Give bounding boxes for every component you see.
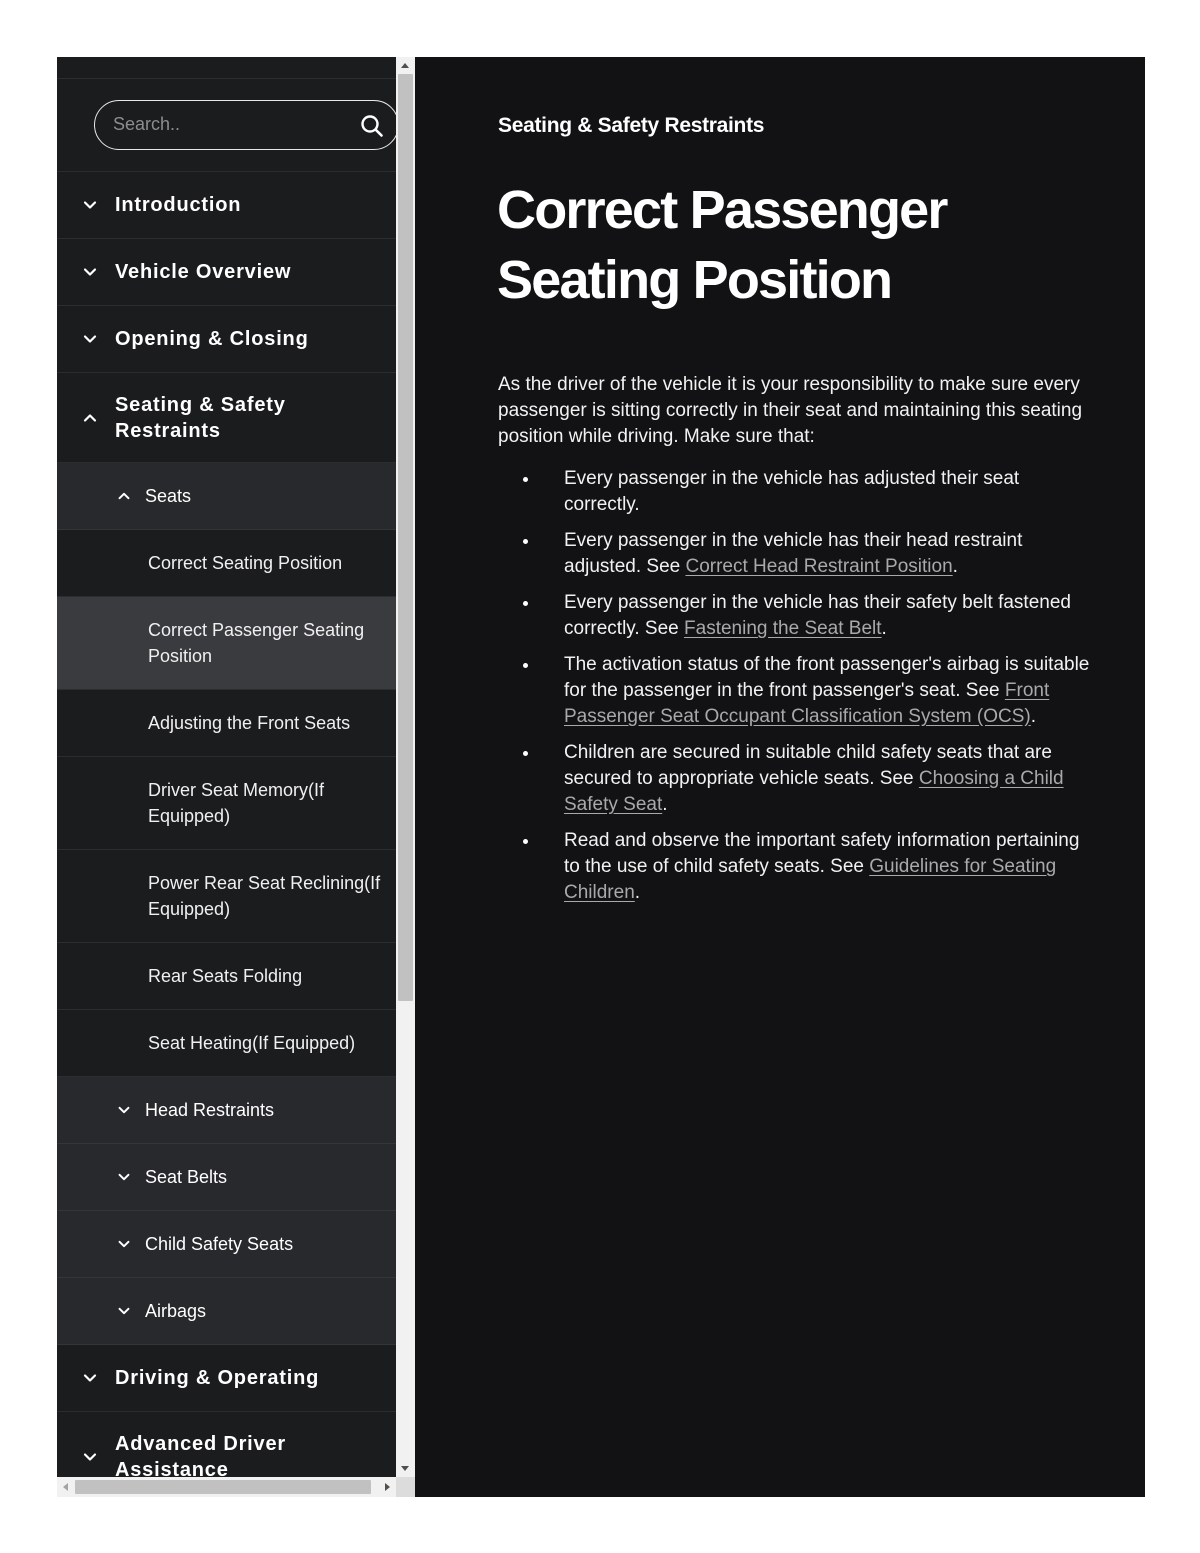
sidebar-page-label: Correct Passenger Seating Position [148,620,365,666]
bullet-icon [523,601,528,606]
list-item-text: The activation status of the front passenger's airbag is suitable for the passenger in the front passenger's seat. See [564,654,1090,701]
list-item [498,590,1098,642]
sidebar-page-label: Driver Seat Memory(If Equipped) [148,780,325,826]
link-front-passenger-ocs[interactable]: Front Passenger Seat Occupant Classification System (OCS) [564,680,1050,727]
main-content [415,57,1145,1497]
scrollbar-corner [396,1477,415,1497]
sidebar-page-label: Correct Seating Position [148,553,343,573]
intro-paragraph: As the driver of the vehicle it is your responsibility to make sure every passenger is sitting correctly in their seat and maintaining this seating position while driving. Make sure that: [498,374,1083,447]
scroll-down-arrow-icon[interactable] [401,1466,409,1471]
sidebar [57,57,396,1477]
chevron-down-icon [81,330,99,348]
sidebar-group-label: Child Safety Seats [145,1233,294,1254]
sidebar-group-label: Seats [145,485,192,506]
sidebar-section-advanced-driver-assistance[interactable] [57,1412,396,1477]
bullet-icon [523,539,528,544]
sidebar-section-vehicle-overview[interactable] [57,239,396,306]
list-item-text: Every passenger in the vehicle has adjusted their seat correctly. [564,468,1020,515]
chevron-down-icon [81,1448,99,1466]
chevron-up-icon [81,409,99,427]
chevron-down-icon [116,1102,132,1118]
sidebar-section-introduction[interactable] [57,172,396,239]
sidebar-page-label: Rear Seats Folding [148,966,303,986]
sidebar-page-correct-seating-position[interactable] [57,530,396,597]
list-item [498,466,1098,518]
sidebar-group-head-restraints[interactable] [57,1077,396,1144]
sidebar-group-label: Airbags [145,1300,207,1321]
chevron-down-icon [81,263,99,281]
list-item-end: . [952,556,958,577]
list-item-text: Children are secured in suitable child safety seats that are secured to appropriate vehicle seats. See [564,742,1052,789]
list-item-end: . [634,882,641,903]
sidebar-page-rear-seats-folding[interactable] [57,943,396,1010]
list-item [498,528,1098,580]
sidebar-section-opening-closing[interactable] [57,306,396,373]
list-item-text: Every passenger in the vehicle has their head restraint adjusted. See [564,530,1023,577]
sidebar-page-label: Power Rear Seat Reclining(If Equipped) [148,873,381,919]
chevron-down-icon [116,1169,132,1185]
link-guidelines-seating-children[interactable]: Guidelines for Seating Children [564,856,1057,903]
sidebar-section-label: Advanced Driver Assistance [115,1432,286,1477]
list-item-end: . [881,618,887,639]
bullet-icon [523,751,528,756]
sidebar-section-label: Vehicle Overview [115,261,292,283]
sidebar-group-label: Head Restraints [145,1099,275,1120]
scroll-up-arrow-icon[interactable] [401,63,409,68]
sidebar-page-seat-heating[interactable] [57,1010,396,1077]
sidebar-group-airbags[interactable] [57,1278,396,1345]
sidebar-page-adjusting-front-seats[interactable] [57,690,396,757]
scrollbar-thumb[interactable] [75,1480,371,1494]
sidebar-section-label: Seating & Safety Restraints [115,393,286,442]
search-input[interactable] [113,101,353,148]
sidebar-page-label: Seat Heating(If Equipped) [148,1033,356,1053]
link-choosing-child-safety-seat[interactable]: Choosing a Child Safety Seat [564,768,1064,815]
list-item [498,828,1098,906]
link-fastening-the-seat-belt[interactable]: Fastening the Seat Belt [684,618,882,639]
scrollbar-thumb[interactable] [398,74,413,1001]
sidebar-group-child-safety-seats[interactable] [57,1211,396,1278]
list-item [498,740,1098,818]
sidebar-section-label: Opening & Closing [115,328,309,350]
sidebar-section-label: Driving & Operating [115,1367,320,1389]
sidebar-top-strip [57,57,396,79]
list-item-text: Read and observe the important safety information pertaining to the use of child safety seats. See [564,830,1080,877]
sidebar-page-label: Adjusting the Front Seats [148,713,351,733]
list-item [498,652,1098,730]
sidebar-section-driving-operating[interactable] [57,1345,396,1412]
search-icon[interactable] [360,114,384,138]
bullet-list [498,466,1098,916]
bullet-icon [523,477,528,482]
list-item-end: . [662,794,668,815]
scroll-left-arrow-icon[interactable] [63,1483,68,1491]
sidebar-group-seat-belts[interactable] [57,1144,396,1211]
sidebar-group-label: Seat Belts [145,1166,228,1187]
bullet-icon [523,663,528,668]
sidebar-group-seats[interactable] [57,463,396,530]
sidebar-section-label: Introduction [115,194,242,216]
sidebar-section-seating-safety[interactable] [57,373,396,463]
scroll-right-arrow-icon[interactable] [385,1483,390,1491]
page-title: Correct Passenger Seating Position [497,180,947,310]
sidebar-page-correct-passenger-seating-position[interactable] [57,597,396,690]
list-item-text: Every passenger in the vehicle has their safety belt fastened correctly. See [564,592,1071,639]
chevron-up-icon [116,488,132,504]
chevron-down-icon [116,1236,132,1252]
search-box[interactable] [94,100,396,150]
sidebar-horizontal-scrollbar[interactable] [57,1477,396,1497]
list-item-end: . [1030,706,1037,727]
sidebar-page-power-rear-seat-reclining[interactable] [57,850,396,943]
chevron-down-icon [81,1369,99,1387]
link-correct-head-restraint-position[interactable]: Correct Head Restraint Position [685,556,953,577]
sidebar-page-driver-seat-memory[interactable] [57,757,396,850]
sidebar-vertical-scrollbar[interactable] [396,57,415,1477]
search-area [57,79,396,172]
chevron-down-icon [81,196,99,214]
breadcrumb: Seating & Safety Restraints [498,114,765,137]
bullet-icon [523,839,528,844]
chevron-down-icon [116,1303,132,1319]
